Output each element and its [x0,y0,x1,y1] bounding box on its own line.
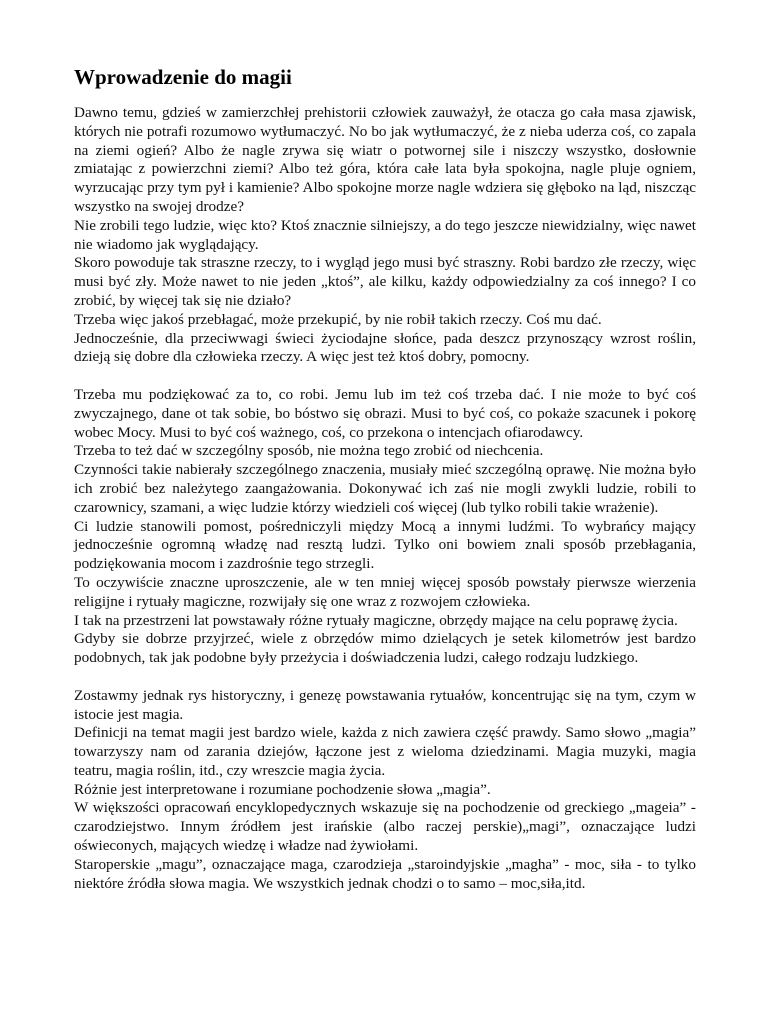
paragraph: Trzeba to też dać w szczególny sposób, nie można tego zrobić od niechcenia. [74,442,544,460]
paragraph: Dawno temu, gdzieś w zamierzchłej prehistorii człowiek zauważył, że otacza go cała masa zjawisk, których nie potrafi rozumowo wytłumaczyć. No bo jak wytłumaczyć, że z nieba uderza coś, co zapala na ziemi ogień? Albo że nagle zrywa się wiatr o potwornej sile i niszczy wszystko, dosłownie zmiatając z powierzchni ziemi? Albo też góra, która całe lata była spokojna, nagle pluje ogniem, wyrzucając przy tym pył i kamienie? Albo spokojne morze nagle wdziera się głęboko na ląd, niszcząc wszystko na swojej drodze? [74,104,696,215]
document-title: Wprowadzenie do magii [74,65,292,89]
paragraph: I tak na przestrzeni lat powstawały różne rytuały magiczne, obrzędy mające na celu poprawę życia. [74,611,678,629]
paragraph: Staroperskie „magu”, oznaczające maga, czarodzieja „staroindyjskie „magha” - moc, siła - to tylko niektóre źródła słowa magia. We wszystkich jednak chodzi o to samo – moc,siła,itd. [74,855,696,892]
paragraph: Nie zrobili tego ludzie, więc kto? Ktoś znacznie silniejszy, a do tego jeszcze niewidzialny, więc nawet nie wiadomo jak wyglądający. [74,216,696,253]
paragraph: W większości opracowań encyklopedycznych wskazuje się na pochodzenie od greckiego „mageia” - czarodziejstwo. Innym źródłem jest irańskie (albo raczej perskie)„magi”, oznaczające ludzi oświeconych, mających wiedzę i władze nad żywiołami. [74,799,696,855]
paragraph: To oczywiście znaczne uproszczenie, ale w ten mniej więcej sposób powstały pierwsze wierzenia religijne i rytuały magiczne, rozwijały się one wraz z rozwojem człowieka. [74,573,696,610]
paragraph: Ci ludzie stanowili pomost, pośredniczyli między Mocą a innymi ludźmi. To wybrańcy mający jednocześnie ogromną władzę nad resztą ludzi. Tylko oni bowiem znali sposób przebłagania, podziękowania mocom i zazdrośnie tego strzegli. [74,517,696,573]
paragraph: Trzeba mu podziękować za to, co robi. Jemu lub im też coś trzeba dać. I nie może to być coś zwyczajnego, dane ot tak sobie, bo bóstwo się obrazi. Musi to być coś, co pokaże szacunek i pokorę wobec Mocy. Musi to być coś ważnego, coś, co przekona o intencjach ofiarodawcy. [74,385,696,441]
paragraph: Czynności takie nabierały szczególnego znaczenia, musiały mieć szczególną oprawę. Nie można było ich zrobić bez należytego zaangażowania. Dokonywać ich zaś nie mogli zwykli ludzie, robili to czarownicy, szamani, a więc ludzie którzy wiedzieli coś więcej (lub tylko robili takie wrażenie). [74,461,696,516]
paragraph: Różnie jest interpretowane i rozumiane pochodzenie słowa „magia”. [74,780,491,798]
paragraph: Gdyby sie dobrze przyjrzeć, wiele z obrzędów mimo dzielących je setek kilometrów jest bardzo podobnych, tak jak podobne były przeżycia i doświadczenia ludzi, całego rodzaju ludzkiego. [74,630,696,667]
paragraph: Jednocześnie, dla przeciwwagi świeci życiodajne słońce, pada deszcz przynoszący wzrost roślin, dzieją się dobre dla człowieka rzeczy. A więc jest też ktoś dobry, pomocny. [74,329,696,366]
paragraph: Zostawmy jednak rys historyczny, i genezę powstawania rytuałów, koncentrując się na tym, czym w istocie jest magia. [74,686,696,723]
paragraph: Trzeba więc jakoś przebłagać, może przekupić, by nie robił takich rzeczy. Coś mu dać. [74,310,602,328]
document-body [74,104,696,893]
paragraph: Definicji na temat magii jest bardzo wiele, każda z nich zawiera część prawdy. Samo słowo „magia” towarzyszy nam od zarania dziejów, łączone jest z wieloma dziedzinami. Magia muzyki, magia teatru, magia roślin, itd., czy wreszcie magia życia. [74,724,696,779]
document-page [74,64,696,893]
paragraph: Skoro powoduje tak straszne rzeczy, to i wygląd jego musi być straszny. Robi bardzo złe rzeczy, więc musi być zły. Może nawet to nie jeden „ktoś”, ale kilku, każdy odpowiedzialny za coś innego? I co zrobić, by więcej tak się nie działo? [74,254,696,309]
